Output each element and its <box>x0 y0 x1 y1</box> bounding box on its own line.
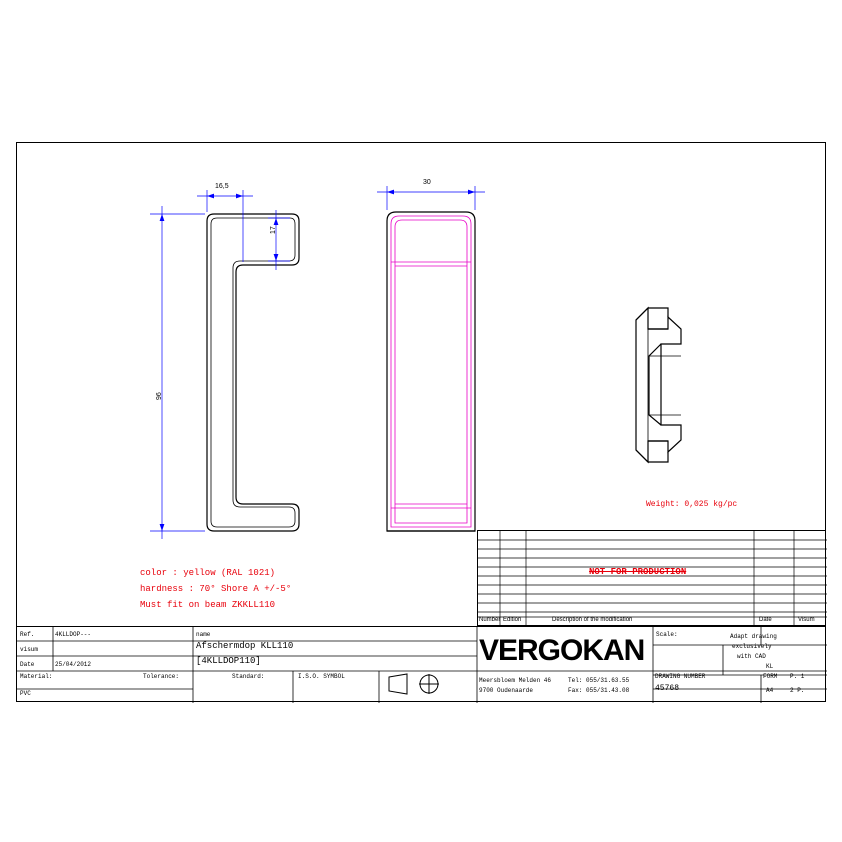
standard-label: Standard: <box>232 673 265 680</box>
visum-label: visum <box>20 646 39 653</box>
dim-left-vertical: 96 <box>156 392 163 400</box>
telephone: Tel: 055/31.63.55 <box>568 677 630 684</box>
cad-note-line1: Adapt drawing <box>730 633 777 640</box>
note-beam: Must fit on beam ZKKLL110 <box>140 600 276 610</box>
form-label: FORM <box>763 673 778 680</box>
address-line1: Meersbloem Melden 46 <box>479 677 552 684</box>
tolerance-label: Tolerance: <box>143 673 180 680</box>
ref-label: Ref. <box>20 631 35 638</box>
iso-symbol-label: I.S.O. SYMBOL <box>298 673 345 680</box>
not-for-production-stamp: NOT FOR PRODUCTION <box>589 567 687 577</box>
revision-header-edition: Edition <box>503 617 522 623</box>
material-value: PVC <box>20 690 31 697</box>
kl-label: KL <box>766 663 774 670</box>
note-hardness: hardness : 70° Shore A +/-5° <box>140 584 292 594</box>
drawing-number-label: DRAWING NUMBER <box>655 673 706 680</box>
page-label: P. 1 <box>790 673 805 680</box>
fax: Fax: 055/31.43.08 <box>568 687 630 694</box>
revision-header-visum: Visum <box>798 617 815 623</box>
drawing-number-value: 45768 <box>655 684 680 693</box>
address-line2: 9700 Oudenaarde <box>479 687 534 694</box>
revision-header-date: Date <box>759 617 772 623</box>
dim-top-middle: 30 <box>423 179 431 186</box>
dim-right-inner: 17 <box>270 226 277 234</box>
note-color: color : yellow (RAL 1021) <box>140 568 276 578</box>
revision-header-number: Number <box>479 617 501 623</box>
company-logo: VERGOKAN <box>479 634 645 667</box>
cad-note-line3: with CAD <box>737 653 766 660</box>
revision-header-description: Description of the modification <box>552 617 633 623</box>
material-label: Material: <box>20 673 53 680</box>
form-value: A4 <box>766 687 774 694</box>
code-value: [4KLLDOP110] <box>196 656 261 666</box>
weight-label: Weight: 0,025 kg/pc <box>646 500 738 509</box>
date-value: 25/04/2012 <box>55 661 92 668</box>
date-label: Date <box>20 661 35 668</box>
scale-label: Scale: <box>656 631 678 638</box>
name-value: Afschermdop KLL110 <box>196 641 294 651</box>
pages-label: 2 P. <box>790 687 805 694</box>
name-label: name <box>196 631 211 638</box>
cad-note-line2: exclusively <box>732 643 772 650</box>
iso-projection-symbol <box>385 673 455 699</box>
ref-value: 4KLLDOP--- <box>55 631 92 638</box>
dim-top-left: 16,5 <box>215 183 229 190</box>
revision-table <box>477 530 826 626</box>
